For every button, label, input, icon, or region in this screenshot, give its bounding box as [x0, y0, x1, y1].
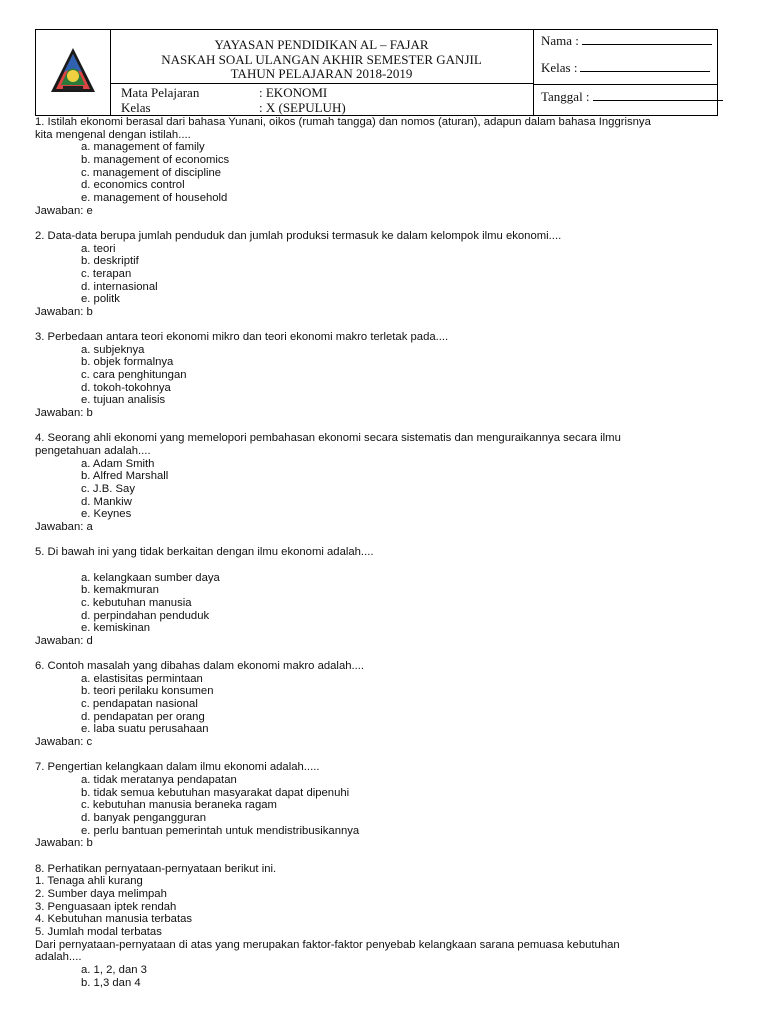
question-text: kita mengenal dengan istilah....	[35, 128, 191, 141]
answer-option[interactable]: e. Keynes	[81, 508, 132, 521]
answer-option[interactable]: c. kebutuhan manusia beraneka ragam	[81, 799, 277, 812]
subject-value: : EKONOMI	[259, 85, 328, 100]
question-text: 3. Penguasaan iptek rendah	[35, 900, 177, 913]
answer-key: Jawaban: e	[35, 204, 93, 217]
answer-option[interactable]: d. banyak pengangguran	[81, 811, 206, 824]
question-text: 4. Kebutuhan manusia terbatas	[35, 913, 193, 926]
logo-cell	[36, 30, 111, 115]
answer-option[interactable]: e. tujuan analisis	[81, 394, 166, 407]
answer-option[interactable]: c. J.B. Say	[81, 482, 135, 495]
answer-option[interactable]: a. teori	[81, 242, 116, 255]
question-text: 7. Pengertian kelangkaan dalam ilmu ekonomi adalah.....	[35, 761, 320, 774]
spacer	[35, 217, 725, 230]
answer-key: Jawaban: b	[35, 305, 93, 318]
question-text: pengetahuan adalah....	[35, 445, 151, 458]
answer-option[interactable]: e. perlu bantuan pemerintah untuk mendistribusikannya	[81, 824, 360, 837]
question-text: Dari pernyataan-pernyataan di atas yang merupakan faktor-faktor penyebab kelangkaan sarana pemuasa kebutuhan	[35, 938, 620, 951]
question-text: 1. Tenaga ahli kurang	[35, 875, 143, 888]
answer-option[interactable]: c. management of discipline	[81, 166, 222, 179]
question-5	[35, 546, 725, 660]
question-text	[35, 559, 725, 572]
answer-option[interactable]: a. subjeknya	[81, 343, 145, 356]
school-year: TAHUN PELAJARAN 2018-2019	[230, 66, 413, 81]
question-text: 2. Data-data berupa jumlah penduduk dan jumlah produksi termasuk ke dalam kelompok ilmu ekonomi....	[35, 229, 562, 242]
answer-option[interactable]: b. objek formalnya	[81, 356, 174, 369]
exam-header	[35, 29, 718, 116]
answer-option[interactable]: d. tokoh-tokohnya	[81, 381, 171, 394]
answer-option[interactable]: b. kemakmuran	[81, 584, 159, 597]
name-label: Nama :	[541, 33, 579, 48]
question-text: 4. Seorang ahli ekonomi yang memelopori pembahasan ekonomi secara sistematis dan menguraikannya secara ilmu	[35, 432, 621, 445]
answer-key: Jawaban: c	[35, 736, 93, 749]
answer-option[interactable]: d. pendapatan per orang	[81, 710, 205, 723]
question-1	[35, 116, 725, 230]
class-value: : X (SEPULUH)	[259, 99, 346, 115]
spacer	[35, 850, 725, 863]
divider	[534, 84, 717, 85]
kelas-field[interactable]	[580, 59, 710, 72]
answer-option[interactable]: d. internasional	[81, 280, 158, 293]
answer-option[interactable]: b. Alfred Marshall	[81, 470, 169, 483]
question-7	[35, 761, 725, 862]
question-text: 1. Istilah ekonomi berasal dari bahasa Yunani, oikos (rumah tangga) dan nomos (aturan), adapun dalam bahasa Inggrisnya	[35, 116, 651, 128]
question-2	[35, 230, 725, 331]
date-field[interactable]	[593, 88, 723, 101]
answer-option[interactable]: b. deskriptif	[81, 255, 139, 268]
answer-option[interactable]: e. kemiskinan	[81, 622, 151, 635]
answer-option[interactable]: d. economics control	[81, 179, 185, 192]
question-list	[35, 116, 725, 989]
name-field[interactable]	[582, 32, 712, 45]
answer-option[interactable]: a. management of family	[81, 141, 205, 154]
answer-option[interactable]: c. pendapatan nasional	[81, 698, 198, 711]
question-text: adalah....	[35, 951, 82, 964]
answer-option[interactable]: b. tidak semua kebutuhan masyarakat dapat dipenuhi	[81, 786, 350, 799]
spacer	[35, 534, 725, 547]
answer-option[interactable]: a. elastisitas permintaan	[81, 672, 203, 685]
spacer	[35, 420, 725, 433]
foundation-title: YAYASAN PENDIDIKAN AL – FAJAR	[214, 37, 429, 52]
answer-key: Jawaban: b	[35, 837, 93, 850]
question-text: 5. Di bawah ini yang tidak berkaitan dengan ilmu ekonomi adalah....	[35, 546, 374, 559]
question-4	[35, 432, 725, 546]
answer-key: Jawaban: a	[35, 520, 93, 533]
answer-key: Jawaban: b	[35, 407, 93, 420]
answer-option[interactable]: a. tidak meratanya pendapatan	[81, 774, 237, 787]
question-text: 2. Sumber daya melimpah	[35, 887, 167, 900]
question-text: 3. Perbedaan antara teori ekonomi mikro dan teori ekonomi makro terletak pada....	[35, 331, 449, 344]
student-info-block	[534, 30, 717, 115]
answer-option[interactable]: c. terapan	[81, 267, 132, 280]
answer-option[interactable]: e. management of household	[81, 191, 228, 204]
subject-block	[110, 84, 534, 115]
answer-option[interactable]: c. kebutuhan manusia	[81, 596, 192, 609]
question-text: 6. Contoh masalah yang dibahas dalam ekonomi makro adalah....	[35, 660, 365, 673]
spacer	[35, 318, 725, 331]
answer-option[interactable]: b. 1,3 dan 4	[81, 976, 141, 989]
school-logo-icon	[49, 46, 97, 96]
answer-option[interactable]: d. perpindahan penduduk	[81, 609, 210, 622]
question-text: 8. Perhatikan pernyataan-pernyataan berikut ini.	[35, 862, 277, 875]
answer-option[interactable]: e. laba suatu perusahaan	[81, 723, 209, 736]
answer-option[interactable]: e. politk	[81, 293, 120, 306]
answer-option[interactable]: c. cara penghitungan	[81, 369, 187, 382]
question-8	[35, 863, 725, 990]
question-3	[35, 331, 725, 432]
answer-key: Jawaban: d	[35, 634, 93, 647]
exam-title: NASKAH SOAL ULANGAN AKHIR SEMESTER GANJIL	[161, 51, 482, 67]
date-label: Tanggal :	[541, 89, 590, 104]
question-text: 5. Jumlah modal terbatas	[35, 925, 162, 938]
answer-option[interactable]: b. teori perilaku konsumen	[81, 685, 214, 698]
question-6	[35, 660, 725, 761]
class-label: Kelas	[121, 99, 151, 115]
answer-option[interactable]: d. Mankiw	[81, 495, 132, 508]
answer-option[interactable]: a. kelangkaan sumber daya	[81, 571, 220, 584]
spacer	[35, 647, 725, 660]
answer-option[interactable]: a. Adam Smith	[81, 457, 155, 470]
subject-label: Mata Pelajaran	[121, 85, 200, 100]
kelas-label: Kelas :	[541, 60, 578, 75]
spacer	[35, 749, 725, 762]
answer-option[interactable]: b. management of economics	[81, 153, 230, 166]
title-block	[110, 30, 534, 84]
answer-option[interactable]: a. 1, 2, dan 3	[81, 963, 147, 976]
